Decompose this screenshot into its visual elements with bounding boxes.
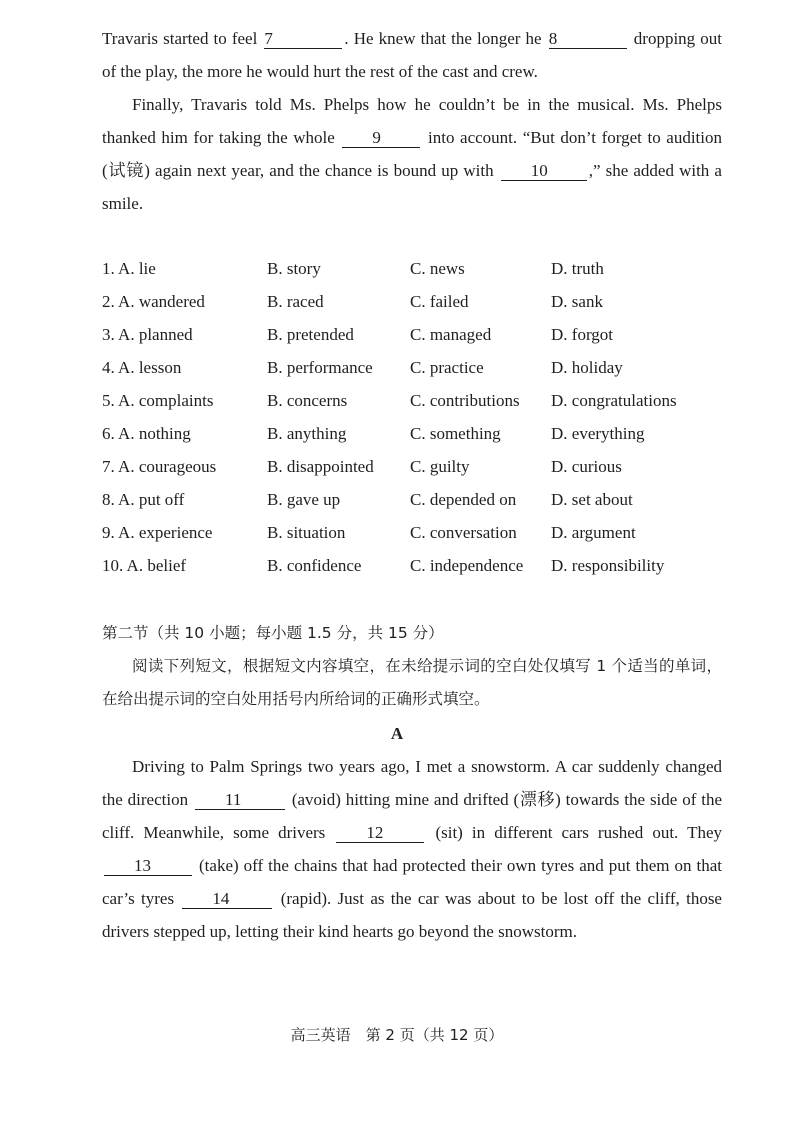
option-d: D. holiday: [551, 358, 623, 377]
text-run: (sit) in different cars rushed out. They: [426, 823, 722, 842]
blank-14: 14: [182, 890, 272, 909]
option-row: [102, 450, 742, 483]
blank-11: 11: [195, 791, 285, 810]
blank-12: 12: [336, 824, 424, 843]
answer-options-list: [102, 252, 742, 582]
blank-7: 7: [264, 30, 342, 49]
passage-paragraph-1: [102, 22, 722, 88]
option-d: D. truth: [551, 259, 604, 278]
option-a: 9. A. experience: [102, 523, 213, 542]
option-a: 7. A. courageous: [102, 457, 217, 476]
option-b: B. disappointed: [267, 457, 374, 476]
text-run: Travaris started to feel: [102, 29, 263, 48]
option-a: 4. A. lesson: [102, 358, 182, 377]
page-footer: 高三英语 第 2 页（共 12 页）: [290, 1026, 504, 1044]
text-run: . He knew that the longer he: [344, 29, 547, 48]
option-d: D. responsibility: [551, 556, 665, 575]
option-a: 1. A. lie: [102, 259, 156, 278]
passage-paragraph-2: [102, 88, 722, 220]
option-d: D. curious: [551, 457, 622, 476]
option-row: [102, 516, 742, 549]
blank-9: 9: [342, 129, 420, 148]
option-b: B. anything: [267, 424, 347, 443]
text-run: Finally, Travaris told Ms. Phelps how he couldn’t be in the musical. Ms. Phelps thanked him for taking the whole: [102, 95, 722, 147]
option-d: D. everything: [551, 424, 645, 443]
option-c: C. news: [410, 259, 465, 278]
option-row: [102, 318, 742, 351]
option-a: 5. A. complaints: [102, 391, 214, 410]
option-d: D. argument: [551, 523, 636, 542]
text-run: Driving to Palm Springs two years ago, I met a snowstorm. A car suddenly changed the direction: [102, 757, 722, 809]
option-row: [102, 252, 742, 285]
passage-a-paragraph: [102, 750, 722, 948]
option-c: C. managed: [410, 325, 492, 344]
option-b: B. performance: [267, 358, 373, 377]
option-a: 3. A. planned: [102, 325, 193, 344]
option-d: D. sank: [551, 292, 603, 311]
blank-13: 13: [104, 857, 192, 876]
blank-10: 10: [501, 162, 587, 181]
option-a: 8. A. put off: [102, 490, 185, 509]
blank-8: 8: [549, 30, 627, 49]
option-row: [102, 417, 742, 450]
option-c: C. conversation: [410, 523, 517, 542]
option-c: C. failed: [410, 292, 469, 311]
text-run: dropping out of the play, the more he would hurt the rest of the cast and crew.: [102, 29, 722, 81]
option-b: B. confidence: [267, 556, 362, 575]
option-d: D. congratulations: [551, 391, 677, 410]
option-row: [102, 384, 742, 417]
option-row: [102, 351, 742, 384]
option-c: C. guilty: [410, 457, 470, 476]
text-run: (take) off the chains that had protected their own tyres and put them on that car’s tyres: [102, 856, 722, 908]
option-b: B. raced: [267, 292, 324, 311]
text-run: (rapid). Just as the car was about to be lost off the cliff, those drivers stepped up, letting their kind hearts go beyond the snowstorm.: [102, 889, 722, 941]
option-d: D. set about: [551, 490, 633, 509]
option-b: B. pretended: [267, 325, 354, 344]
option-b: B. concerns: [267, 391, 348, 410]
text-run: into account. “But don’t forget to audition (试镜) again next year, and the chance is bound up with: [102, 128, 722, 180]
option-row: [102, 483, 742, 516]
option-a: 10. A. belief: [102, 556, 187, 575]
option-a: 2. A. wandered: [102, 292, 205, 311]
option-c: C. practice: [410, 358, 484, 377]
option-row: [102, 285, 742, 318]
option-c: C. something: [410, 424, 501, 443]
option-row: [102, 549, 742, 582]
option-b: B. situation: [267, 523, 346, 542]
section-title: 第二节（共 10 小题；每小题 1.5 分，共 15 分）: [102, 624, 444, 642]
passage-letter: A: [390, 724, 404, 743]
option-a: 6. A. nothing: [102, 424, 191, 443]
option-b: B. story: [267, 259, 321, 278]
option-c: C. independence: [410, 556, 524, 575]
option-d: D. forgot: [551, 325, 614, 344]
section-instructions: 阅读下列短文，根据短文内容填空，在未给提示词的空白处仅填写 1 个适当的单词，在给出提示词的空白处用括号内所给词的正确形式填空。: [102, 657, 722, 708]
text-run: ,” she added with a smile.: [102, 161, 722, 213]
option-c: C. contributions: [410, 391, 520, 410]
text-run: (avoid) hitting mine and drifted (漂移) towards the side of the cliff. Meanwhile, some drivers: [102, 790, 723, 842]
option-c: C. depended on: [410, 490, 517, 509]
option-b: B. gave up: [267, 490, 341, 509]
